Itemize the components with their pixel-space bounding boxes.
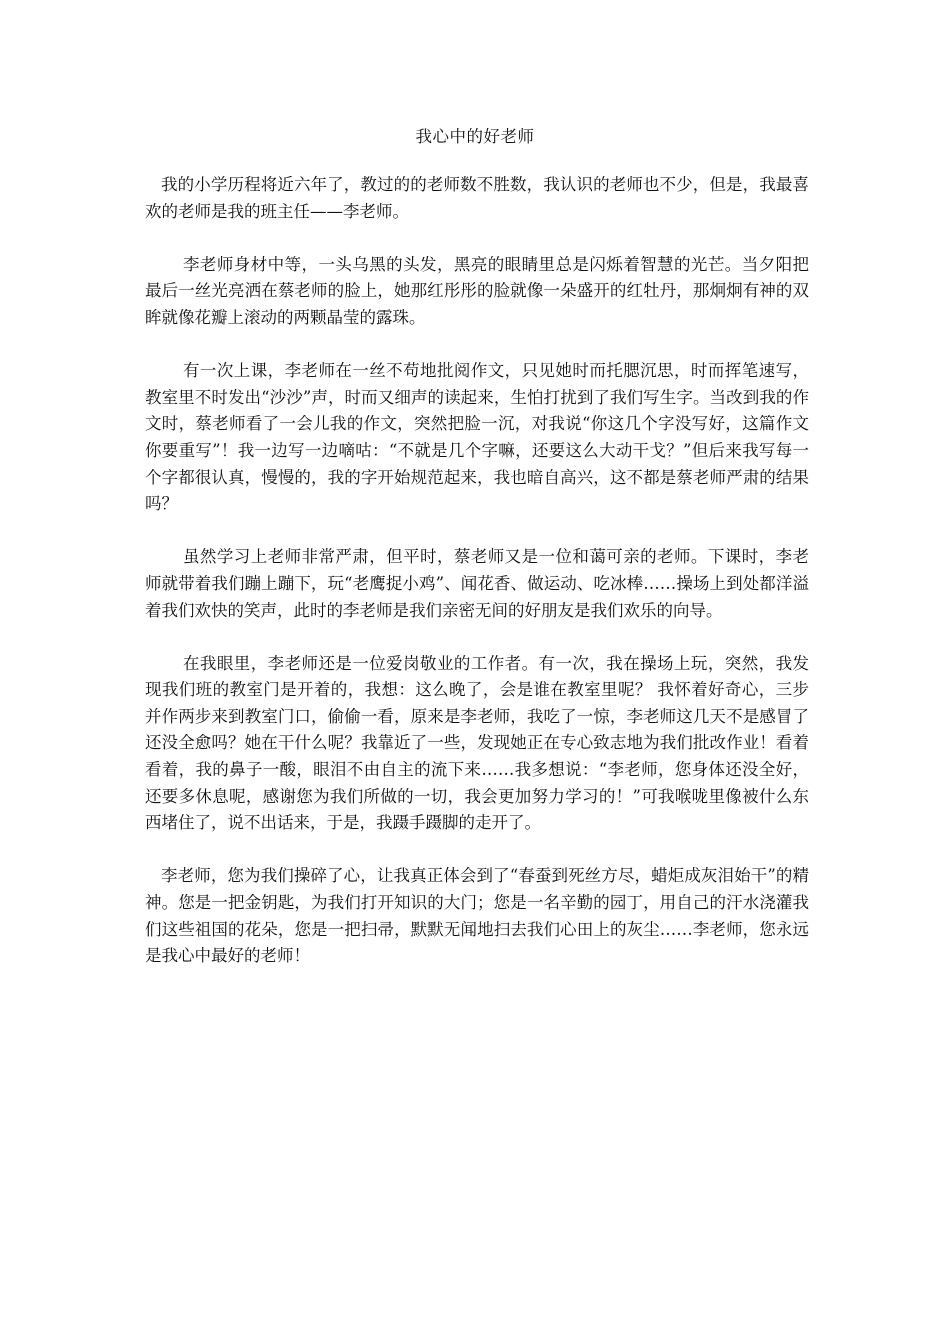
document-body: [145, 172, 809, 996]
paragraph-2: 李老师身材中等，一头乌黑的头发，黑亮的眼睛里总是闪烁着智慧的光芒。当夕阳把最后一丝光亮洒在蔡老师的脸上，她那红彤彤的脸就像一朵盛开的红牡丹，那炯炯有神的双眸就像花瓣上滚动的两颗晶莹的露珠。: [145, 254, 809, 327]
paragraph-5: 在我眼里，李老师还是一位爱岗敬业的工作者。有一次，我在操场上玩，突然，我发现我们班的教室门是开着的，我想：这么晚了，会是谁在教室里呢？ 我怀着好奇心，三步并作两步来到教室门口，偷偷一看，原来是李老师，我吃了一惊，李老师这几天不是感冒了还没全愈吗？她在干什么呢？我靠近了一些，发现她正在专心致志地为我们批改作业！看着看着，我的鼻子一酸，眼泪不由自主的流下来……我多想说：“李老师，您身体还没全好，还要多休息呢，感谢您为我们所做的一切，我会更加努力学习的！”可我喉咙里像被什么东西堵住了，说不出话来，于是，我蹑手蹑脚的走开了。: [145, 653, 809, 833]
document-title: 我心中的好老师: [415, 127, 535, 146]
paragraph-4: 虽然学习上老师非常严肃，但平时，蔡老师又是一位和蔼可亲的老师。下课时，李老师就带着我们蹦上蹦下，玩“老鹰捉小鸡”、闻花香、做运动、吃冰棒……操场上到处都洋溢着我们欢快的笑声，此时的李老师是我们亲密无间的好朋友是我们欢乐的向导。: [145, 547, 809, 620]
paragraph-6: 李老师，您为我们操碎了心，让我真正体会到了“春蚕到死丝方尽，蜡炬成灰泪始干”的精神。您是一把金钥匙，为我们打开知识的大门；您是一名辛勤的园丁，用自己的汗水浇灌我们这些祖国的花朵，您是一把扫帚，默默无闻地扫去我们心田上的灰尘……李老师，您永远是我心中最好的老师！: [145, 866, 809, 966]
paragraph-3: 有一次上课，李老师在一丝不苟地批阅作文，只见她时而托腮沉思，时而挥笔速写，教室里不时发出“沙沙”声，时而又细声的读起来，生怕打扰到了我们写生字。当改到我的作文时，蔡老师看了一会儿我的作文，突然把脸一沉，对我说“你这几个字没写好，这篇作文你要重写”！我一边写一边嘀咕：“不就是几个字嘛，还要这么大动干戈？”但后来我写每一个字都很认真，慢慢的，我的字开始规范起来，我也暗自高兴，这不都是蔡老师严肃的结果吗？: [145, 361, 809, 514]
paragraph-1: 我的小学历程将近六年了，教过的的老师数不胜数，我认识的老师也不少，但是，我最喜欢的老师是我的班主任——李老师。: [145, 175, 809, 221]
